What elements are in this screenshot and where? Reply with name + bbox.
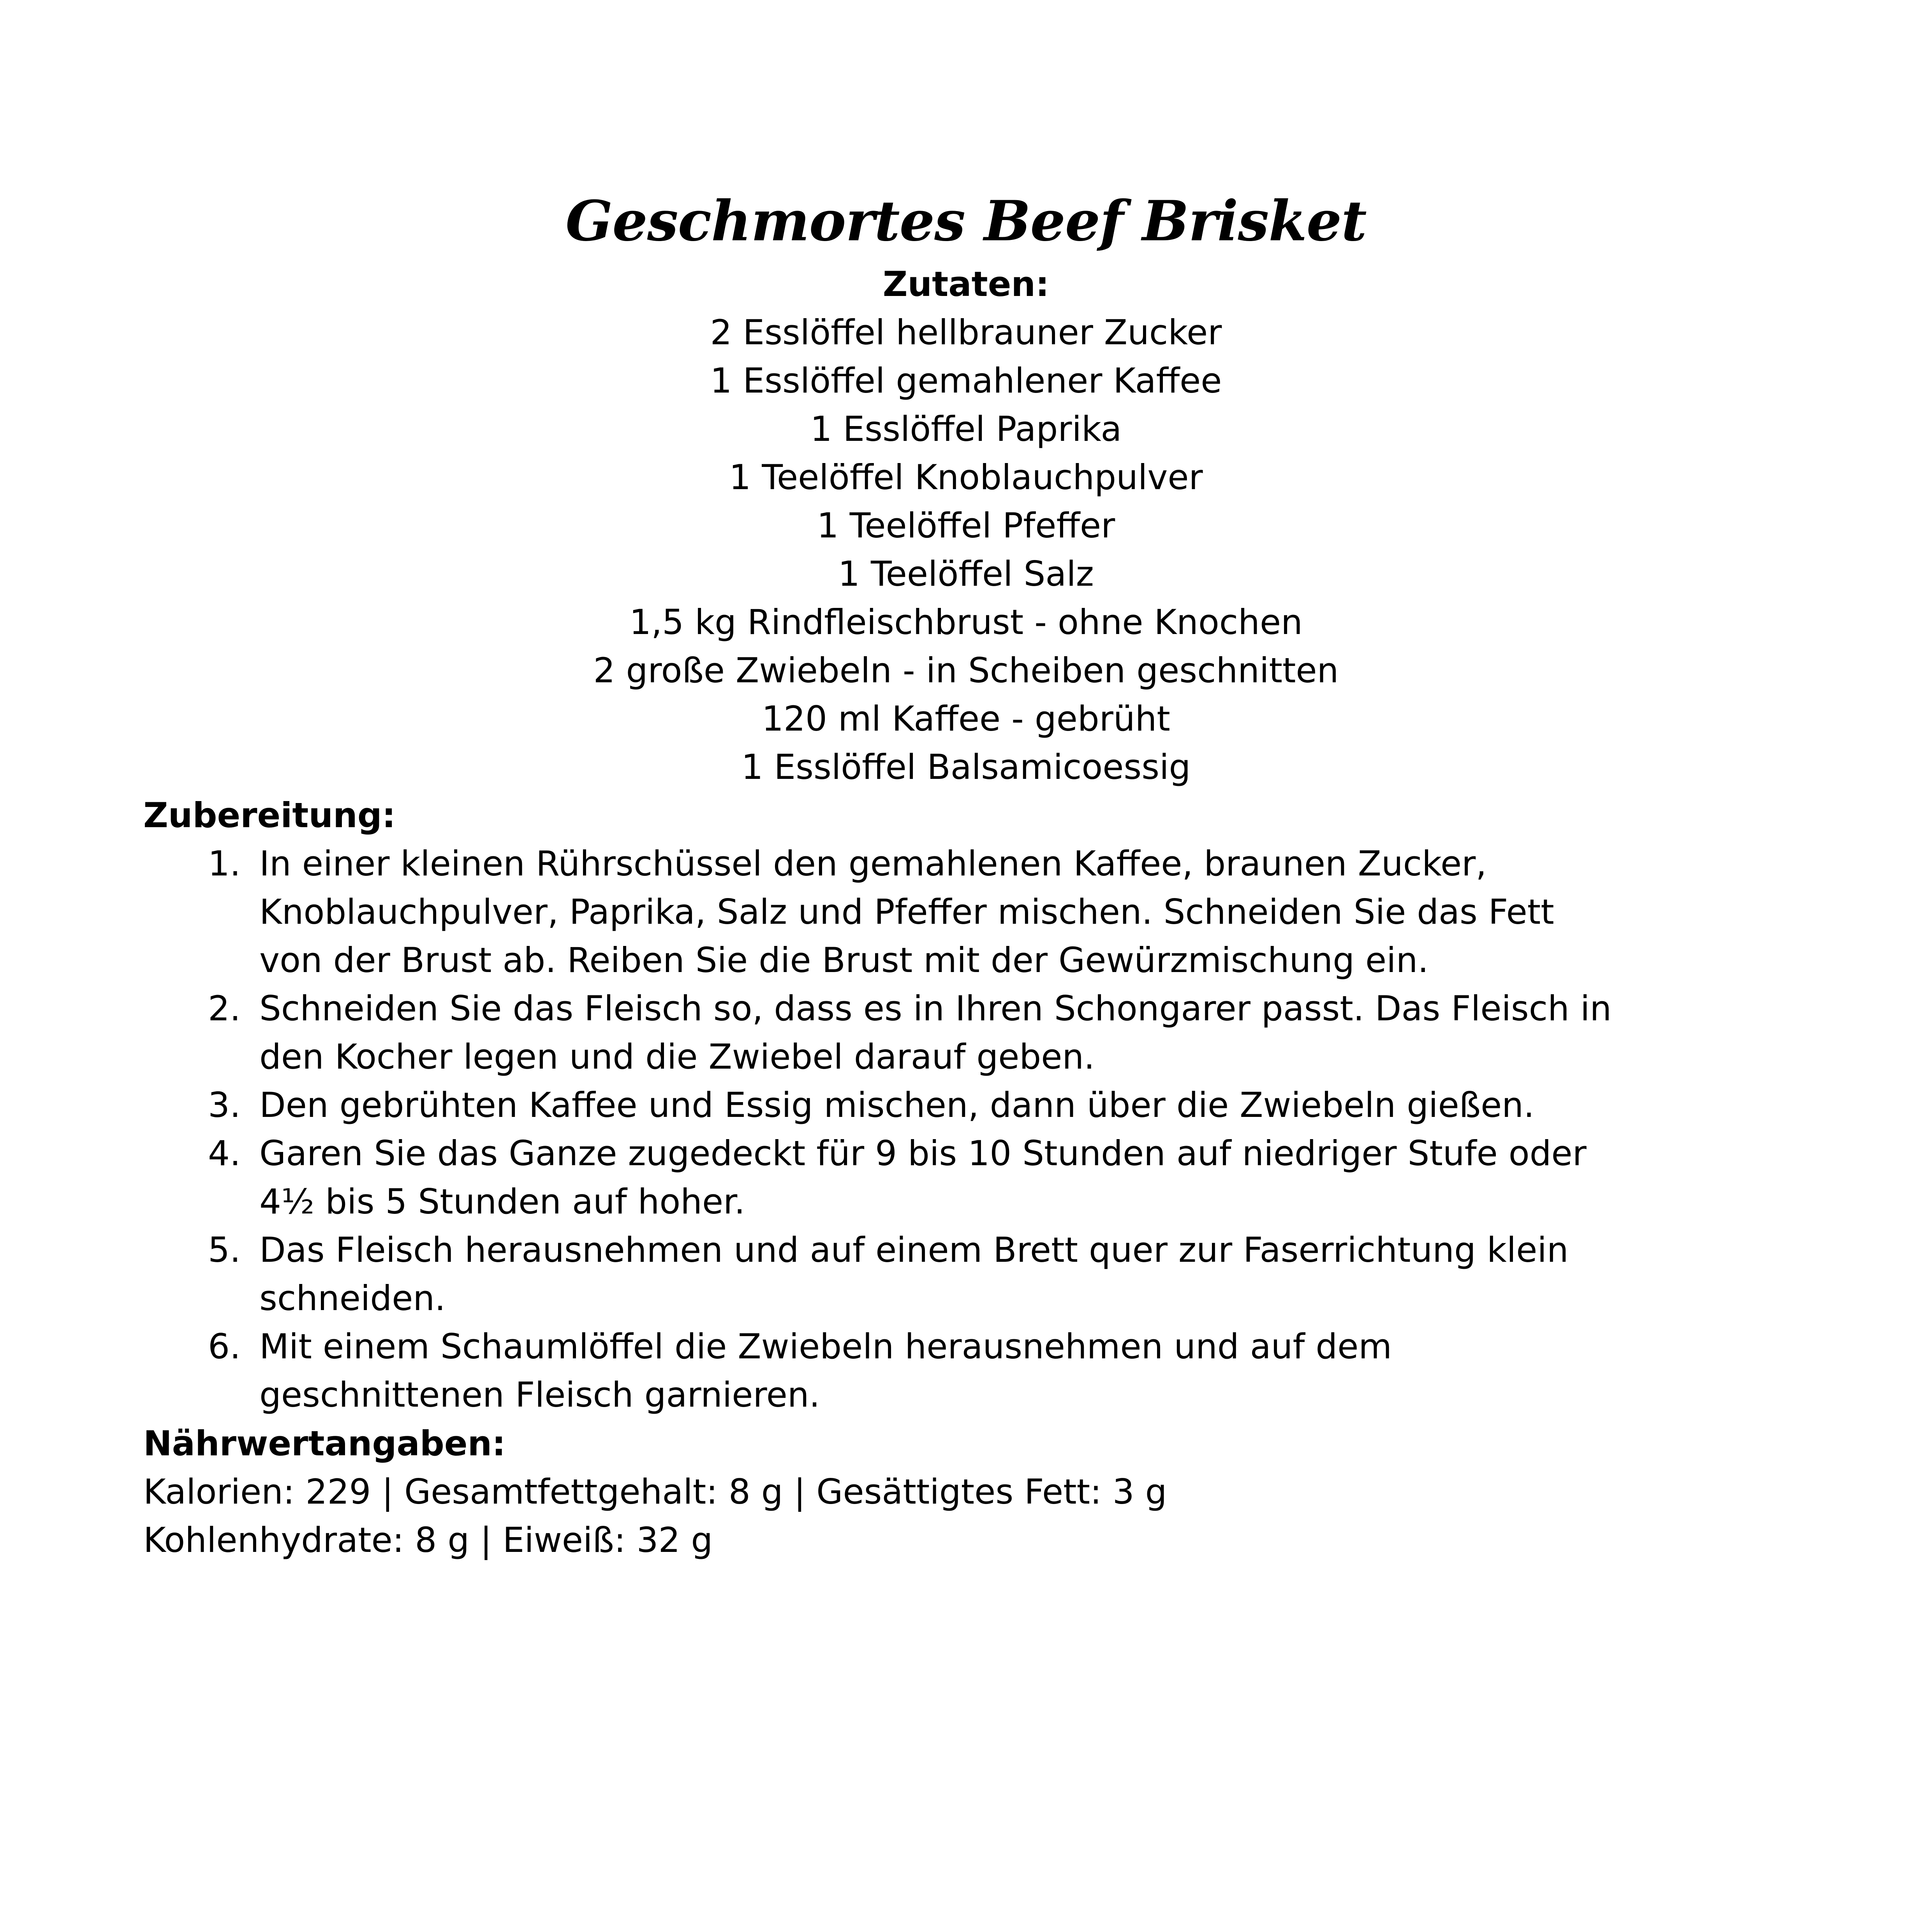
step-text: Schneiden Sie das Fleisch so, dass es in Ihren Schongarer passt. Das Fleisch in den Kocher legen und die Zwiebel darauf geben. <box>259 988 1612 1077</box>
ingredient-item: 1 Teelöffel Salz <box>838 554 1094 594</box>
step-number: 2. <box>208 988 241 1029</box>
step-number: 1. <box>208 844 241 884</box>
step-item <box>143 1081 1779 1129</box>
ingredient-item: 1 Esslöffel Paprika <box>810 409 1122 449</box>
preparation-steps <box>143 840 1779 1419</box>
step-item <box>143 984 1779 1081</box>
step-item <box>143 840 1779 984</box>
step-number: 5. <box>208 1230 241 1270</box>
nutrition-line: Kalorien: 229 | Gesamtfettgehalt: 8 g | Gesättigtes Fett: 3 g <box>143 1472 1167 1512</box>
preparation-heading: Zubereitung: <box>143 795 396 835</box>
step-number: 3. <box>208 1085 241 1125</box>
step-text: Den gebrühten Kaffee und Essig mischen, dann über die Zwiebeln gießen. <box>259 1085 1535 1125</box>
step-text: Mit einem Schaumlöffel die Zwiebeln herausnehmen und auf dem geschnittenen Fleisch garnieren. <box>259 1326 1392 1415</box>
step-item <box>143 1226 1779 1323</box>
step-number: 4. <box>208 1133 241 1173</box>
nutrition-line: Kohlenhydrate: 8 g | Eiweiß: 32 g <box>143 1520 713 1560</box>
step-text: In einer kleinen Rührschüssel den gemahlenen Kaffee, braunen Zucker, Knoblauchpulver, Paprika, Salz und Pfeffer mischen. Schneiden Sie das Fett von der Brust ab. Reiben Sie die Brust mit der Gewürzmischung ein. <box>259 844 1554 980</box>
ingredient-item: 2 Esslöffel hellbrauner Zucker <box>710 312 1222 352</box>
ingredient-item: 1 Teelöffel Knoblauchpulver <box>729 457 1203 497</box>
ingredient-item: 1 Esslöffel Balsamicoessig <box>741 747 1191 787</box>
nutrition-heading: Nährwertangaben: <box>143 1423 506 1464</box>
ingredients-heading: Zutaten: <box>882 264 1050 304</box>
step-text: Garen Sie das Ganze zugedeckt für 9 bis 10 Stunden auf niedriger Stufe oder 4½ bis 5 Stunden auf hoher. <box>259 1133 1587 1222</box>
ingredient-item: 1 Teelöffel Pfeffer <box>817 505 1115 546</box>
ingredient-item: 120 ml Kaffee - gebrüht <box>762 699 1170 739</box>
ingredient-item: 1 Esslöffel gemahlener Kaffee <box>710 361 1222 401</box>
recipe-title: Geschmortes Beef Brisket <box>565 189 1367 254</box>
step-item <box>143 1129 1779 1226</box>
nutrition-facts <box>143 1468 1167 1564</box>
step-item <box>143 1323 1779 1419</box>
ingredients-list <box>0 308 1932 791</box>
step-text: Das Fleisch herausnehmen und auf einem Brett quer zur Faserrichtung klein schneiden. <box>259 1230 1569 1318</box>
step-number: 6. <box>208 1326 241 1367</box>
ingredient-item: 1,5 kg Rindfleischbrust - ohne Knochen <box>629 602 1303 642</box>
ingredient-item: 2 große Zwiebeln - in Scheiben geschnitten <box>593 650 1339 690</box>
